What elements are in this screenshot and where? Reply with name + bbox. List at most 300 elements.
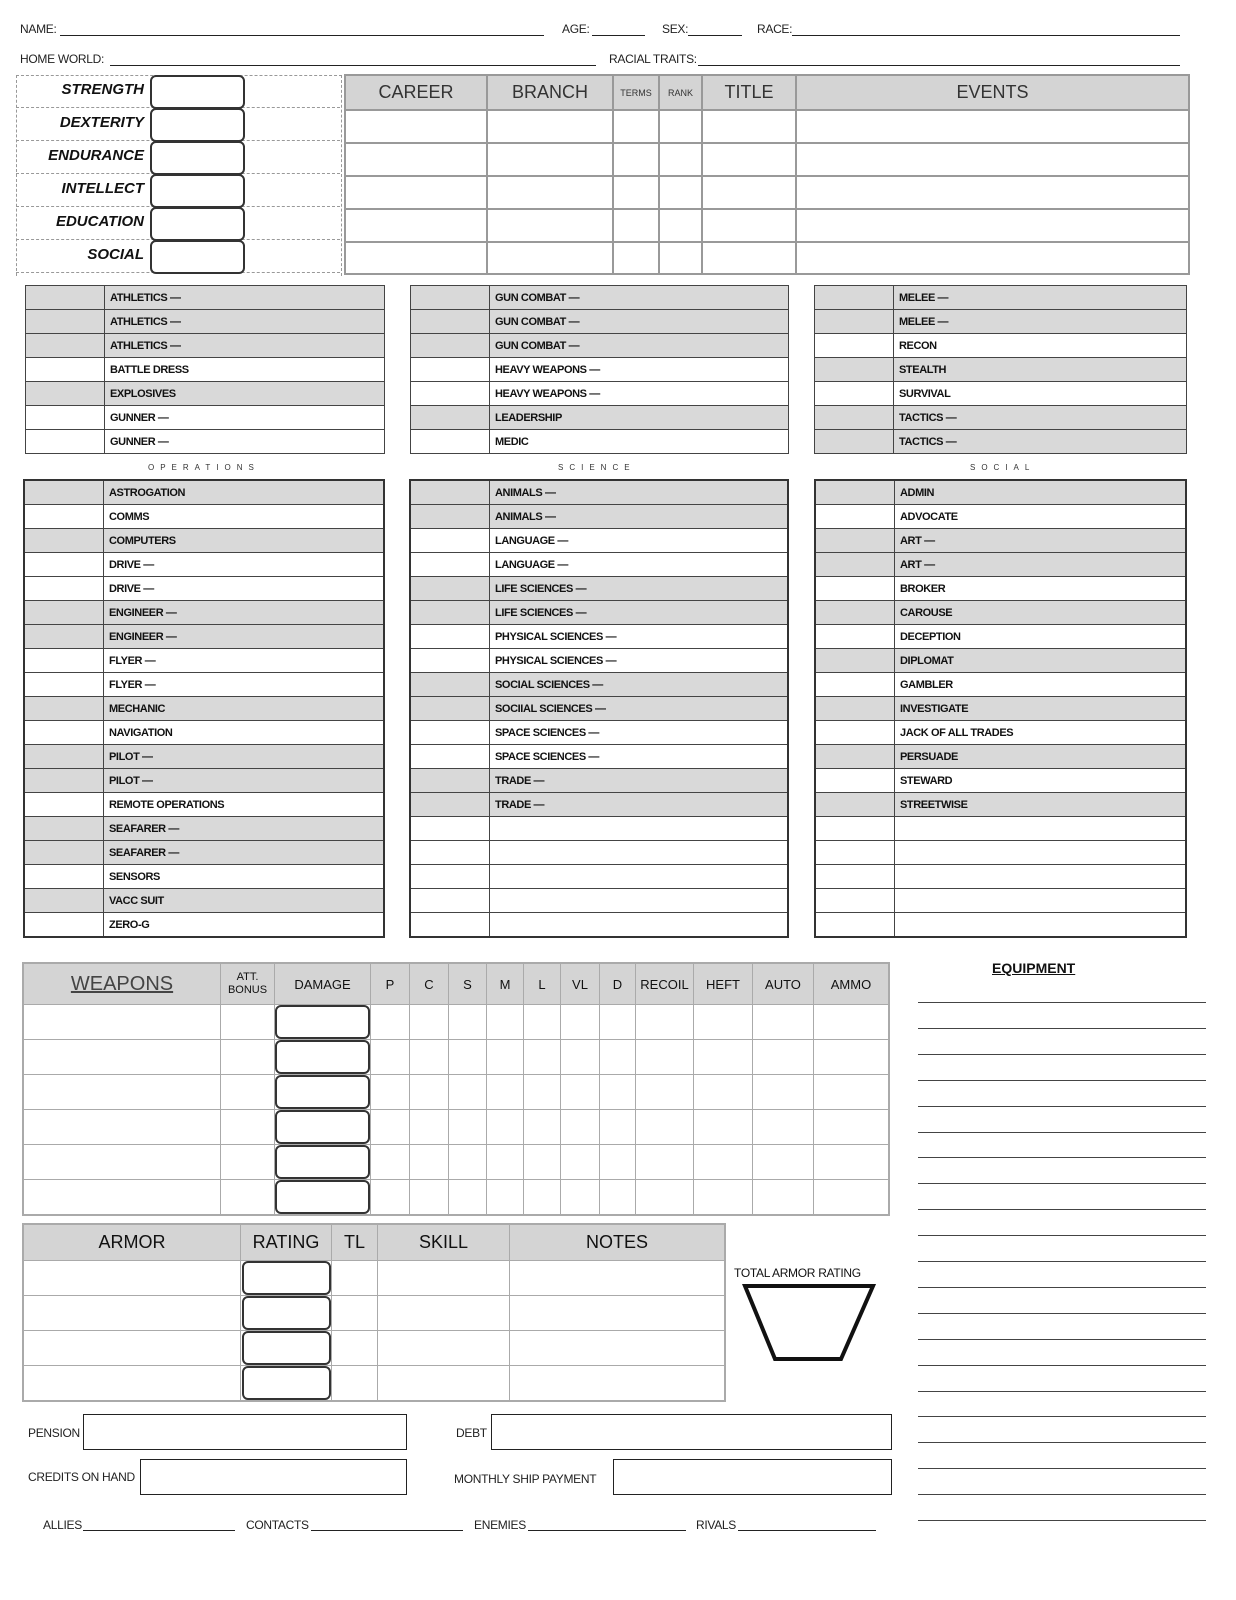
skill-name-cell[interactable] — [895, 865, 1187, 889]
skill-level-cell[interactable] — [410, 745, 490, 769]
damage-cell[interactable] — [275, 1110, 371, 1145]
skill-level-cell[interactable] — [411, 286, 490, 310]
title-cell[interactable] — [702, 242, 796, 274]
skill-level-cell[interactable] — [410, 889, 490, 913]
equipment-line[interactable] — [918, 1183, 1206, 1184]
weapon-cell[interactable] — [636, 1040, 694, 1075]
skill-level-cell[interactable] — [815, 601, 895, 625]
weapon-cell[interactable] — [221, 1075, 275, 1110]
skill-name-cell: LIFE SCIENCES — — [490, 601, 789, 625]
characteristic-row — [16, 173, 340, 207]
skill-level-cell[interactable] — [24, 553, 104, 577]
skill-level-cell[interactable] — [815, 673, 895, 697]
skill-level-cell[interactable] — [411, 406, 490, 430]
skill-name-cell[interactable] — [895, 817, 1187, 841]
skill-level-cell[interactable] — [815, 430, 894, 454]
equipment-line[interactable] — [918, 1468, 1206, 1469]
armor-cell[interactable] — [23, 1366, 241, 1402]
skill-level-cell[interactable] — [24, 745, 104, 769]
weapon-cell[interactable] — [561, 1040, 600, 1075]
skill-level-cell[interactable] — [815, 577, 895, 601]
weapon-cell[interactable] — [600, 1180, 636, 1216]
weapon-cell[interactable] — [524, 1075, 561, 1110]
skill-level-cell[interactable] — [815, 721, 895, 745]
weapon-cell[interactable] — [23, 1145, 221, 1180]
rank-cell[interactable] — [659, 143, 702, 176]
armor-cell[interactable] — [378, 1331, 510, 1366]
skill-level-cell[interactable] — [24, 601, 104, 625]
branch-cell[interactable] — [487, 143, 613, 176]
weapon-cell[interactable] — [814, 1145, 890, 1180]
weapon-cell[interactable] — [371, 1145, 410, 1180]
skill-level-cell[interactable] — [410, 913, 490, 938]
weapon-cell[interactable] — [221, 1040, 275, 1075]
equipment-line[interactable] — [918, 1157, 1206, 1158]
weapon-cell[interactable] — [600, 1145, 636, 1180]
armor-cell[interactable] — [332, 1366, 378, 1402]
weapon-cell[interactable] — [371, 1040, 410, 1075]
skill-name-cell[interactable] — [895, 913, 1187, 938]
skill-level-cell[interactable] — [410, 817, 490, 841]
career-cell[interactable] — [345, 110, 487, 143]
weapon-cell[interactable] — [636, 1145, 694, 1180]
weapon-cell[interactable] — [814, 1040, 890, 1075]
skill-name-cell: PHYSICAL SCIENCES — — [490, 625, 789, 649]
weapon-cell[interactable] — [814, 1075, 890, 1110]
skill-row — [815, 430, 1187, 454]
damage-box[interactable] — [275, 1005, 370, 1039]
weapon-cell[interactable] — [524, 1110, 561, 1145]
characteristic-value-box[interactable] — [150, 174, 245, 208]
skill-level-cell[interactable] — [815, 553, 895, 577]
weapon-cell[interactable] — [561, 1110, 600, 1145]
skill-level-cell[interactable] — [410, 793, 490, 817]
events-cell[interactable] — [796, 110, 1189, 143]
skill-level-cell[interactable] — [24, 673, 104, 697]
equipment-line[interactable] — [918, 1002, 1206, 1003]
skill-level-cell[interactable] — [24, 625, 104, 649]
weapon-cell[interactable] — [694, 1040, 753, 1075]
equipment-line[interactable] — [918, 1261, 1206, 1262]
skill-level-cell[interactable] — [815, 529, 895, 553]
weapon-cell[interactable] — [371, 1005, 410, 1040]
terms-cell[interactable] — [613, 209, 659, 242]
weapon-cell[interactable] — [371, 1110, 410, 1145]
skill-level-cell[interactable] — [24, 577, 104, 601]
skill-level-cell[interactable] — [410, 529, 490, 553]
skill-level-cell[interactable] — [815, 889, 895, 913]
characteristic-value-box[interactable] — [150, 108, 245, 142]
skill-row — [24, 889, 384, 913]
rank-cell[interactable] — [659, 176, 702, 209]
skill-level-cell[interactable] — [815, 841, 895, 865]
skill-level-cell[interactable] — [815, 286, 894, 310]
skill-level-cell[interactable] — [815, 358, 894, 382]
weapon-cell[interactable] — [371, 1075, 410, 1110]
rating-cell[interactable] — [241, 1366, 332, 1402]
skill-level-cell[interactable] — [410, 625, 490, 649]
skill-level-cell[interactable] — [815, 793, 895, 817]
skill-level-cell[interactable] — [410, 505, 490, 529]
equipment-line[interactable] — [918, 1132, 1206, 1133]
title-cell[interactable] — [702, 110, 796, 143]
skill-level-cell[interactable] — [815, 505, 895, 529]
title-cell[interactable] — [702, 143, 796, 176]
skill-level-cell[interactable] — [24, 480, 104, 505]
weapon-cell[interactable] — [753, 1040, 814, 1075]
equipment-line[interactable] — [918, 1313, 1206, 1314]
skill-level-cell[interactable] — [815, 697, 895, 721]
name-input-line[interactable] — [60, 35, 544, 36]
weapon-cell[interactable] — [753, 1110, 814, 1145]
skill-level-cell[interactable] — [24, 721, 104, 745]
skill-level-cell[interactable] — [24, 769, 104, 793]
career-cell[interactable] — [345, 209, 487, 242]
skill-level-cell[interactable] — [26, 286, 105, 310]
skill-level-cell[interactable] — [815, 817, 895, 841]
weapon-cell[interactable] — [561, 1180, 600, 1216]
skill-level-cell[interactable] — [24, 505, 104, 529]
armor-cell[interactable] — [510, 1296, 726, 1331]
rating-box[interactable] — [242, 1261, 331, 1295]
race-input-line[interactable] — [792, 35, 1180, 36]
equipment-line[interactable] — [918, 1442, 1206, 1443]
weapon-cell[interactable] — [753, 1180, 814, 1216]
skill-level-cell[interactable] — [410, 673, 490, 697]
armor-cell[interactable] — [23, 1261, 241, 1296]
armor-cell[interactable] — [510, 1261, 726, 1296]
career-cell[interactable] — [345, 143, 487, 176]
events-cell[interactable] — [796, 242, 1189, 274]
weapon-cell[interactable] — [694, 1145, 753, 1180]
weapon-cell[interactable] — [600, 1110, 636, 1145]
skill-name-cell[interactable] — [490, 841, 789, 865]
skill-level-cell[interactable] — [411, 382, 490, 406]
weapon-cell[interactable] — [410, 1110, 449, 1145]
weapon-cell[interactable] — [753, 1075, 814, 1110]
equipment-line[interactable] — [918, 1235, 1206, 1236]
equipment-line[interactable] — [918, 1365, 1206, 1366]
age-input-line[interactable] — [592, 35, 645, 36]
skill-level-cell[interactable] — [815, 334, 894, 358]
weapon-cell[interactable] — [636, 1075, 694, 1110]
weapon-cell[interactable] — [23, 1110, 221, 1145]
weapon-cell[interactable] — [449, 1040, 487, 1075]
weapon-cell[interactable] — [487, 1040, 524, 1075]
skill-level-cell[interactable] — [24, 529, 104, 553]
skill-level-cell[interactable] — [815, 406, 894, 430]
weapon-cell[interactable] — [600, 1075, 636, 1110]
weapon-cell[interactable] — [524, 1180, 561, 1216]
damage-cell[interactable] — [275, 1040, 371, 1075]
skill-level-cell[interactable] — [411, 334, 490, 358]
ship-payment-input[interactable] — [613, 1459, 892, 1495]
weapons-table — [22, 962, 890, 1216]
rank-cell[interactable] — [659, 242, 702, 274]
weapon-cell[interactable] — [814, 1180, 890, 1216]
racial-traits-input-line[interactable] — [698, 65, 1180, 66]
skill-level-cell[interactable] — [411, 358, 490, 382]
weapon-cell[interactable] — [694, 1005, 753, 1040]
branch-cell[interactable] — [487, 110, 613, 143]
armor-cell[interactable] — [332, 1296, 378, 1331]
equipment-line[interactable] — [918, 1106, 1206, 1107]
sex-input-line[interactable] — [688, 35, 742, 36]
damage-box[interactable] — [275, 1180, 370, 1214]
skill-level-cell[interactable] — [24, 913, 104, 938]
skill-level-cell[interactable] — [26, 430, 105, 454]
events-cell[interactable] — [796, 143, 1189, 176]
weapon-cell[interactable] — [753, 1005, 814, 1040]
sex-label: SEX: — [662, 22, 689, 36]
armor-cell[interactable] — [378, 1366, 510, 1402]
weapon-cell[interactable] — [487, 1075, 524, 1110]
weapon-cell[interactable] — [694, 1075, 753, 1110]
skill-name-cell: BROKER — [895, 577, 1187, 601]
weapon-cell[interactable] — [449, 1005, 487, 1040]
equipment-line[interactable] — [918, 1080, 1206, 1081]
skill-level-cell[interactable] — [24, 649, 104, 673]
skill-level-cell[interactable] — [410, 649, 490, 673]
branch-cell[interactable] — [487, 209, 613, 242]
career-cell[interactable] — [345, 176, 487, 209]
skill-name-cell[interactable] — [490, 889, 789, 913]
weapon-cell[interactable] — [561, 1005, 600, 1040]
damage-box[interactable] — [275, 1110, 370, 1144]
skill-level-cell[interactable] — [410, 577, 490, 601]
weapon-cell[interactable] — [487, 1110, 524, 1145]
skill-level-cell[interactable] — [815, 625, 895, 649]
terms-cell[interactable] — [613, 143, 659, 176]
armor-cell[interactable] — [378, 1261, 510, 1296]
skill-level-cell[interactable] — [410, 480, 490, 505]
skill-level-cell[interactable] — [410, 553, 490, 577]
skill-row — [410, 769, 788, 793]
skill-name-cell[interactable] — [895, 889, 1187, 913]
equipment-line[interactable] — [918, 1339, 1206, 1340]
weapon-cell[interactable] — [814, 1110, 890, 1145]
armor-cell[interactable] — [510, 1366, 726, 1402]
weapon-cell[interactable] — [636, 1005, 694, 1040]
damage-cell[interactable] — [275, 1145, 371, 1180]
weapon-cell[interactable] — [23, 1040, 221, 1075]
rating-cell[interactable] — [241, 1331, 332, 1366]
weapon-cell[interactable] — [449, 1180, 487, 1216]
weapon-cell[interactable] — [221, 1180, 275, 1216]
equipment-line[interactable] — [918, 1054, 1206, 1055]
skill-level-cell[interactable] — [410, 865, 490, 889]
skill-name-cell[interactable] — [490, 865, 789, 889]
weapon-cell[interactable] — [814, 1005, 890, 1040]
weapon-cell[interactable] — [410, 1075, 449, 1110]
skill-row — [24, 505, 384, 529]
weapon-cell[interactable] — [410, 1145, 449, 1180]
skill-level-cell[interactable] — [410, 769, 490, 793]
weapon-cell[interactable] — [487, 1145, 524, 1180]
armor-cell[interactable] — [510, 1331, 726, 1366]
armor-cell[interactable] — [23, 1296, 241, 1331]
weapon-cell[interactable] — [753, 1145, 814, 1180]
damage-box[interactable] — [275, 1075, 370, 1109]
terms-cell[interactable] — [613, 176, 659, 209]
skill-level-cell[interactable] — [815, 382, 894, 406]
weapon-cell[interactable] — [524, 1040, 561, 1075]
skill-name-cell: MELEE — — [894, 310, 1187, 334]
branch-header: BRANCH — [487, 75, 613, 110]
weapon-cell[interactable] — [221, 1145, 275, 1180]
equipment-line[interactable] — [918, 1287, 1206, 1288]
skill-level-cell[interactable] — [26, 310, 105, 334]
skill-level-cell[interactable] — [815, 649, 895, 673]
rating-cell[interactable] — [241, 1261, 332, 1296]
armor-cell[interactable] — [23, 1331, 241, 1366]
skill-name-cell[interactable] — [490, 913, 789, 938]
weapon-cell[interactable] — [23, 1005, 221, 1040]
weapon-cell[interactable] — [694, 1180, 753, 1216]
skill-table — [814, 285, 1187, 454]
weapon-cell[interactable] — [524, 1145, 561, 1180]
rating-box[interactable] — [242, 1296, 331, 1330]
characteristic-value-box[interactable] — [150, 141, 245, 175]
credits-input[interactable] — [140, 1459, 407, 1495]
weapon-cell[interactable] — [449, 1110, 487, 1145]
weapon-cell[interactable] — [487, 1180, 524, 1216]
branch-cell[interactable] — [487, 242, 613, 274]
enemies-input-line[interactable] — [528, 1530, 686, 1531]
equipment-line[interactable] — [918, 1028, 1206, 1029]
contacts-input-line[interactable] — [311, 1530, 463, 1531]
weapon-cell[interactable] — [561, 1075, 600, 1110]
rank-cell[interactable] — [659, 110, 702, 143]
skill-name-cell[interactable] — [895, 841, 1187, 865]
rating-box[interactable] — [242, 1331, 331, 1365]
skill-row — [410, 793, 788, 817]
skill-level-cell[interactable] — [26, 382, 105, 406]
events-cell[interactable] — [796, 176, 1189, 209]
characteristic-value-box[interactable] — [150, 207, 245, 241]
pension-label: PENSION — [28, 1426, 80, 1440]
weapon-cell[interactable] — [23, 1180, 221, 1216]
title-cell[interactable] — [702, 176, 796, 209]
skill-name-cell: ADMIN — [895, 480, 1187, 505]
pension-input[interactable] — [83, 1414, 407, 1450]
skill-level-cell[interactable] — [411, 310, 490, 334]
rating-box[interactable] — [242, 1366, 331, 1400]
weapon-cell[interactable] — [636, 1180, 694, 1216]
skill-level-cell[interactable] — [410, 841, 490, 865]
rating-cell[interactable] — [241, 1296, 332, 1331]
equipment-line[interactable] — [918, 1416, 1206, 1417]
skill-level-cell[interactable] — [410, 601, 490, 625]
skill-name-cell: PILOT — — [104, 745, 385, 769]
skill-level-cell[interactable] — [815, 310, 894, 334]
skill-level-cell[interactable] — [24, 865, 104, 889]
terms-cell[interactable] — [613, 242, 659, 274]
skill-level-cell[interactable] — [26, 334, 105, 358]
skill-level-cell[interactable] — [24, 697, 104, 721]
weapon-cell[interactable] — [449, 1075, 487, 1110]
skill-level-cell[interactable] — [815, 769, 895, 793]
weapon-cell[interactable] — [636, 1110, 694, 1145]
skill-name-cell[interactable] — [490, 817, 789, 841]
skill-row — [24, 793, 384, 817]
total-armor-shield-icon[interactable] — [741, 1283, 877, 1363]
weapon-cell[interactable] — [221, 1005, 275, 1040]
characteristic-value-box[interactable] — [150, 240, 245, 274]
homeworld-input-line[interactable] — [110, 65, 596, 66]
equipment-line[interactable] — [918, 1520, 1206, 1521]
weapon-cell[interactable] — [600, 1005, 636, 1040]
weapon-cell[interactable] — [221, 1110, 275, 1145]
equipment-line[interactable] — [918, 1494, 1206, 1495]
events-cell[interactable] — [796, 209, 1189, 242]
title-cell[interactable] — [702, 209, 796, 242]
skill-level-cell[interactable] — [410, 697, 490, 721]
career-cell[interactable] — [345, 242, 487, 274]
armor-cell[interactable] — [332, 1331, 378, 1366]
weapon-cell[interactable] — [371, 1180, 410, 1216]
skill-level-cell[interactable] — [411, 430, 490, 454]
skill-level-cell[interactable] — [815, 480, 895, 505]
debt-input[interactable] — [491, 1414, 892, 1450]
damage-cell[interactable] — [275, 1005, 371, 1040]
weapon-cell[interactable] — [410, 1040, 449, 1075]
damage-cell[interactable] — [275, 1075, 371, 1110]
characteristic-value-box[interactable] — [150, 75, 245, 109]
terms-cell[interactable] — [613, 110, 659, 143]
allies-input-line[interactable] — [83, 1530, 235, 1531]
damage-cell[interactable] — [275, 1180, 371, 1216]
weapon-cell[interactable] — [524, 1005, 561, 1040]
rank-cell[interactable] — [659, 209, 702, 242]
damage-box[interactable] — [275, 1040, 370, 1074]
damage-box[interactable] — [275, 1145, 370, 1179]
skill-level-cell[interactable] — [24, 889, 104, 913]
skill-row — [815, 913, 1186, 938]
skill-level-cell[interactable] — [26, 358, 105, 382]
weapon-cell[interactable] — [410, 1180, 449, 1216]
skill-level-cell[interactable] — [815, 913, 895, 938]
skill-level-cell[interactable] — [26, 406, 105, 430]
equipment-line[interactable] — [918, 1209, 1206, 1210]
skill-level-cell[interactable] — [24, 841, 104, 865]
weapon-cell[interactable] — [694, 1110, 753, 1145]
armor-cell[interactable] — [378, 1296, 510, 1331]
terms-header: TERMS — [613, 75, 659, 110]
branch-cell[interactable] — [487, 176, 613, 209]
skill-row — [24, 745, 384, 769]
weapon-cell[interactable] — [410, 1005, 449, 1040]
equipment-line[interactable] — [918, 1391, 1206, 1392]
skill-level-cell[interactable] — [24, 817, 104, 841]
skill-row — [815, 865, 1186, 889]
skill-name-cell: STREETWISE — [895, 793, 1187, 817]
characteristic-label: SOCIAL — [87, 246, 144, 263]
weapon-cell[interactable] — [487, 1005, 524, 1040]
weapon-cell[interactable] — [23, 1075, 221, 1110]
armor-cell[interactable] — [332, 1261, 378, 1296]
skill-row — [24, 480, 384, 505]
rivals-input-line[interactable] — [738, 1530, 876, 1531]
skill-level-cell[interactable] — [815, 865, 895, 889]
skill-level-cell[interactable] — [410, 721, 490, 745]
weapon-cell[interactable] — [449, 1145, 487, 1180]
weapon-cell[interactable] — [561, 1145, 600, 1180]
skill-level-cell[interactable] — [24, 793, 104, 817]
weapon-cell[interactable] — [600, 1040, 636, 1075]
characteristic-label: EDUCATION — [55, 213, 144, 230]
skill-level-cell[interactable] — [815, 745, 895, 769]
